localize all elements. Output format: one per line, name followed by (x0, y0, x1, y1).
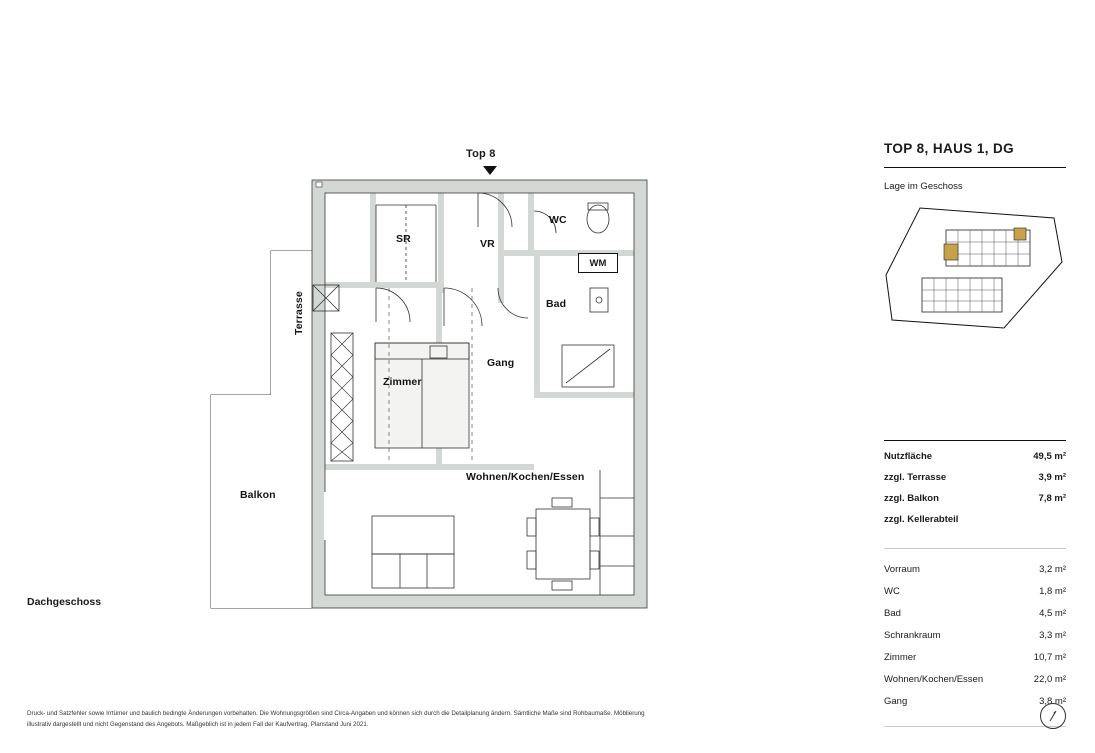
room-area-value: 3,8 m² (1039, 695, 1066, 707)
info-panel (884, 0, 1066, 753)
key-plan-svg (884, 200, 1066, 330)
washing-machine-symbol: WM (578, 253, 618, 273)
divider (884, 726, 1066, 727)
room-label-gang: Gang (487, 357, 515, 369)
area-label: zzgl. Terrasse (884, 472, 947, 483)
room-area-row (884, 690, 1066, 712)
room-area-row (884, 646, 1066, 668)
room-area-value: 1,8 m² (1039, 585, 1066, 597)
floor-label: Dachgeschoss (27, 596, 102, 608)
lage-im-geschoss-label: Lage im Geschoss (884, 181, 963, 192)
unit-top-label: Top 8 (466, 148, 496, 160)
disclaimer-text: Druck- und Satzfehler sowie Irrtümer und baulich bedingte Änderungen vorbehalten. Die Wohnungsgrößen sind Circa-Angaben und können sich durch die Detailplanung ändern. Sämtliche Maße sind Rohbaumaße. Möblierung illustrativ dargestellt und nicht Gegenstand des Angebots. Maßgeblich ist in jedem Fall der Kaufvertrag, Planstand Juni 2021. (27, 710, 645, 728)
room-area-value: 10,7 m² (1033, 651, 1066, 663)
room-area-value: 22,0 m² (1033, 673, 1066, 685)
room-area-value: 3,3 m² (1039, 629, 1066, 641)
divider (884, 167, 1066, 168)
room-area-label: Schrankraum (884, 629, 941, 641)
area-value: 49,5 m² (1033, 451, 1066, 462)
room-area-row (884, 668, 1066, 690)
room-label-balkon: Balkon (240, 489, 276, 501)
area-label: zzgl. Balkon (884, 493, 939, 504)
room-label-bad: Bad (546, 298, 567, 310)
room-label-vr: VR (480, 238, 495, 250)
main-areas-list (884, 441, 1066, 536)
room-label-wohnen-kochen-essen: Wohnen/Kochen/Essen (466, 471, 585, 483)
panel-title: TOP 8, HAUS 1, DG (884, 141, 1015, 156)
north-arrow-icon (1040, 703, 1066, 729)
room-area-label: WC (884, 585, 900, 597)
room-label-wc: WC (549, 214, 567, 226)
room-area-label: Bad (884, 607, 901, 619)
room-area-row (884, 624, 1066, 646)
area-value: 3,9 m² (1038, 472, 1066, 483)
area-value: 7,8 m² (1038, 493, 1066, 504)
room-label-terrasse: Terrasse (293, 291, 305, 335)
area-row (884, 509, 1066, 530)
room-area-label: Wohnen/Kochen/Essen (884, 673, 984, 685)
area-row (884, 488, 1066, 509)
room-area-label: Zimmer (884, 651, 917, 663)
room-areas-list (884, 549, 1066, 712)
room-area-value: 4,5 m² (1039, 607, 1066, 619)
unit-pointer-icon (483, 166, 497, 175)
area-row (884, 451, 1066, 467)
room-area-label: Vorraum (884, 563, 920, 575)
room-area-row (884, 580, 1066, 602)
area-label: zzgl. Kellerabteil (884, 514, 959, 525)
room-label-zimmer: Zimmer (383, 376, 422, 388)
room-area-label: Gang (884, 695, 908, 707)
room-area-row (884, 558, 1066, 580)
area-label: Nutzfläche (884, 451, 933, 462)
room-area-value: 3,2 m² (1039, 563, 1066, 575)
area-row (884, 467, 1066, 488)
key-plan-diagram (884, 200, 1066, 330)
room-label-sr: SR (396, 233, 411, 245)
room-area-row (884, 602, 1066, 624)
